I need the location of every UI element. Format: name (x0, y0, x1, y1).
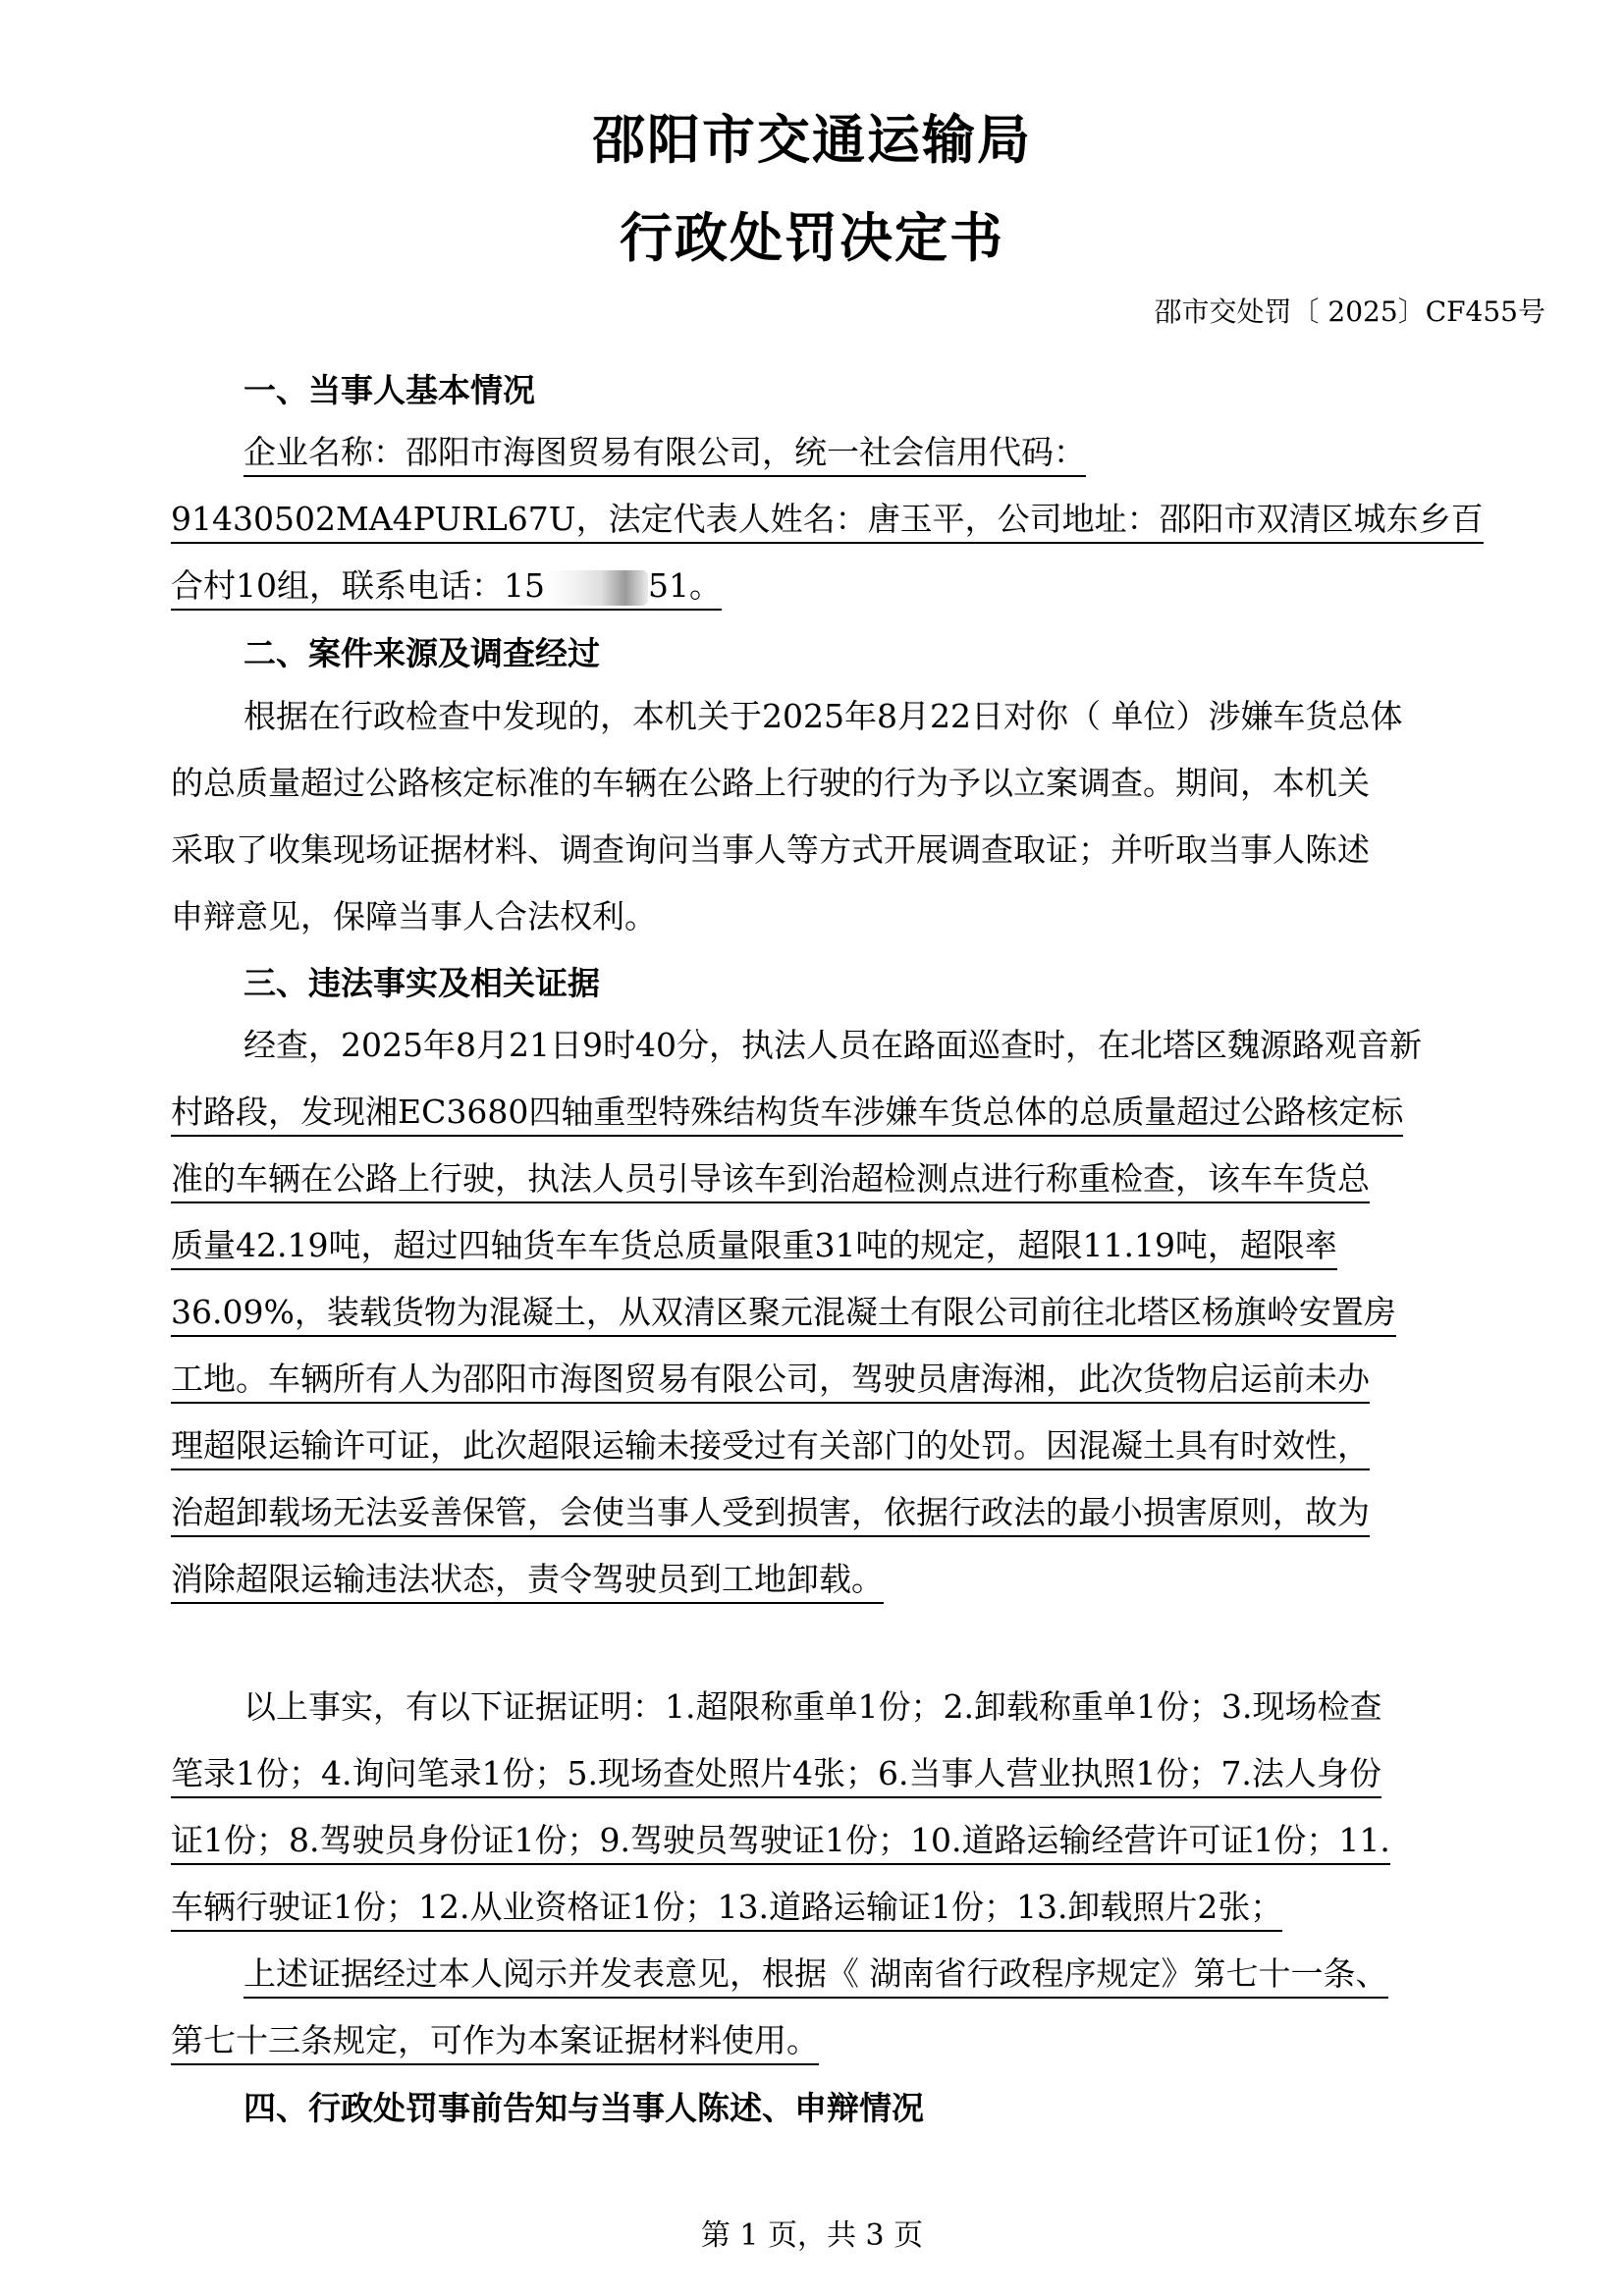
underlined-text: 消除超限运输违法状态，责令驾驶员到工地卸载。 (171, 1560, 884, 1604)
document-title-type: 行政处罚决定书 (620, 207, 1004, 269)
redaction-blur (545, 570, 648, 606)
text-line (171, 1493, 1370, 1532)
document-number: 邵市交处罚〔 2025〕CF455号 (1154, 295, 1545, 328)
text-line: 经查，2025年8月21日9时40分，执法人员在路面巡查时，在北塔区魏源路观音新 (244, 1026, 1422, 1064)
underlined-text: 质量42.19吨，超过四轴货车车货总质量限重31吨的规定，超限11.19吨，超限率 (171, 1226, 1337, 1270)
text-line: 采取了收集现场证据材料、调查询问当事人等方式开展调查取证；并听取当事人陈述 (171, 830, 1370, 869)
text-line (171, 1360, 1370, 1399)
text-line (171, 566, 722, 606)
text-line (171, 1426, 1370, 1466)
section-heading-party-info: 一、当事人基本情况 (244, 371, 535, 409)
section-heading-prior-notice: 四、行政处罚事前告知与当事人陈述、申辩情况 (244, 2089, 924, 2127)
text-line (171, 1293, 1396, 1332)
text-line (171, 1226, 1337, 1265)
text-line: 申辩意见，保障当事人合法权利。 (171, 897, 657, 935)
underlined-text: 工地。车辆所有人为邵阳市海图贸易有限公司，驾驶员唐海湘，此次货物启运前未办 (171, 1360, 1370, 1404)
section-heading-case-source: 二、案件来源及调查经过 (244, 634, 600, 672)
text-line (171, 1560, 884, 1599)
text-line (171, 1093, 1403, 1132)
underlined-text: 第七十三条规定，可作为本案证据材料使用。 (171, 2021, 819, 2065)
phone-prefix: 合村10组，联系电话：15 (171, 566, 545, 605)
section-heading-facts-evidence: 三、违法事实及相关证据 (244, 964, 600, 1002)
text-line (244, 433, 1086, 472)
text-line (171, 500, 1484, 539)
underlined-text: 91430502MA4PURL67U，法定代表人姓名：唐玉平，公司地址：邵阳市双清区城东乡百 (171, 500, 1484, 544)
underlined-text (171, 566, 722, 611)
text-line (171, 2021, 819, 2060)
text-line (171, 1754, 1381, 1793)
text-line: 的总质量超过公路核定标准的车辆在公路上行驶的行为予以立案调查。期间，本机关 (171, 764, 1370, 802)
text-line (244, 1954, 1388, 1994)
underlined-text: 企业名称：邵阳市海图贸易有限公司，统一社会信用代码： (244, 433, 1086, 477)
text-line: 以上事实，有以下证据证明：1.超限称重单1份；2.卸载称重单1份；3.现场检查 (244, 1687, 1382, 1726)
text-line: 根据在行政检查中发现的，本机关于2025年8月22日对你（ 单位）涉嫌车货总体 (244, 697, 1403, 735)
text-line (171, 1888, 1282, 1927)
underlined-text: 上述证据经过本人阅示并发表意见，根据《 湖南省行政程序规定》第七十一条、 (244, 1954, 1388, 1999)
page-number: 第 1 页，共 3 页 (700, 2218, 924, 2253)
document-title-agency: 邵阳市交通运输局 (592, 109, 1032, 171)
underlined-text: 笔录1份；4.询问笔录1份；5.现场查处照片4张；6.当事人营业执照1份；7.法人身份 (171, 1754, 1381, 1798)
text-line (171, 1821, 1390, 1860)
underlined-text: 36.09%，装载货物为混凝土，从双清区聚元混凝土有限公司前往北塔区杨旗岭安置房 (171, 1293, 1396, 1337)
underlined-text: 村路段，发现湘EC3680四轴重型特殊结构货车涉嫌车货总体的总质量超过公路核定标 (171, 1093, 1403, 1137)
underlined-text: 准的车辆在公路上行驶，执法人员引导该车到治超检测点进行称重检查，该车车货总 (171, 1159, 1370, 1203)
underlined-text: 车辆行驶证1份；12.从业资格证1份；13.道路运输证1份；13.卸载照片2张； (171, 1888, 1282, 1932)
phone-suffix: 51。 (647, 566, 722, 605)
underlined-text: 证1份；8.驾驶员身份证1份；9.驾驶员驾驶证1份；10.道路运输经营许可证1份；11. (171, 1821, 1390, 1865)
text-line (171, 1159, 1370, 1199)
underlined-text: 治超卸载场无法妥善保管，会使当事人受到损害，依据行政法的最小损害原则，故为 (171, 1493, 1370, 1537)
underlined-text: 理超限运输许可证，此次超限运输未接受过有关部门的处罚。因混凝土具有时效性， (171, 1426, 1370, 1470)
